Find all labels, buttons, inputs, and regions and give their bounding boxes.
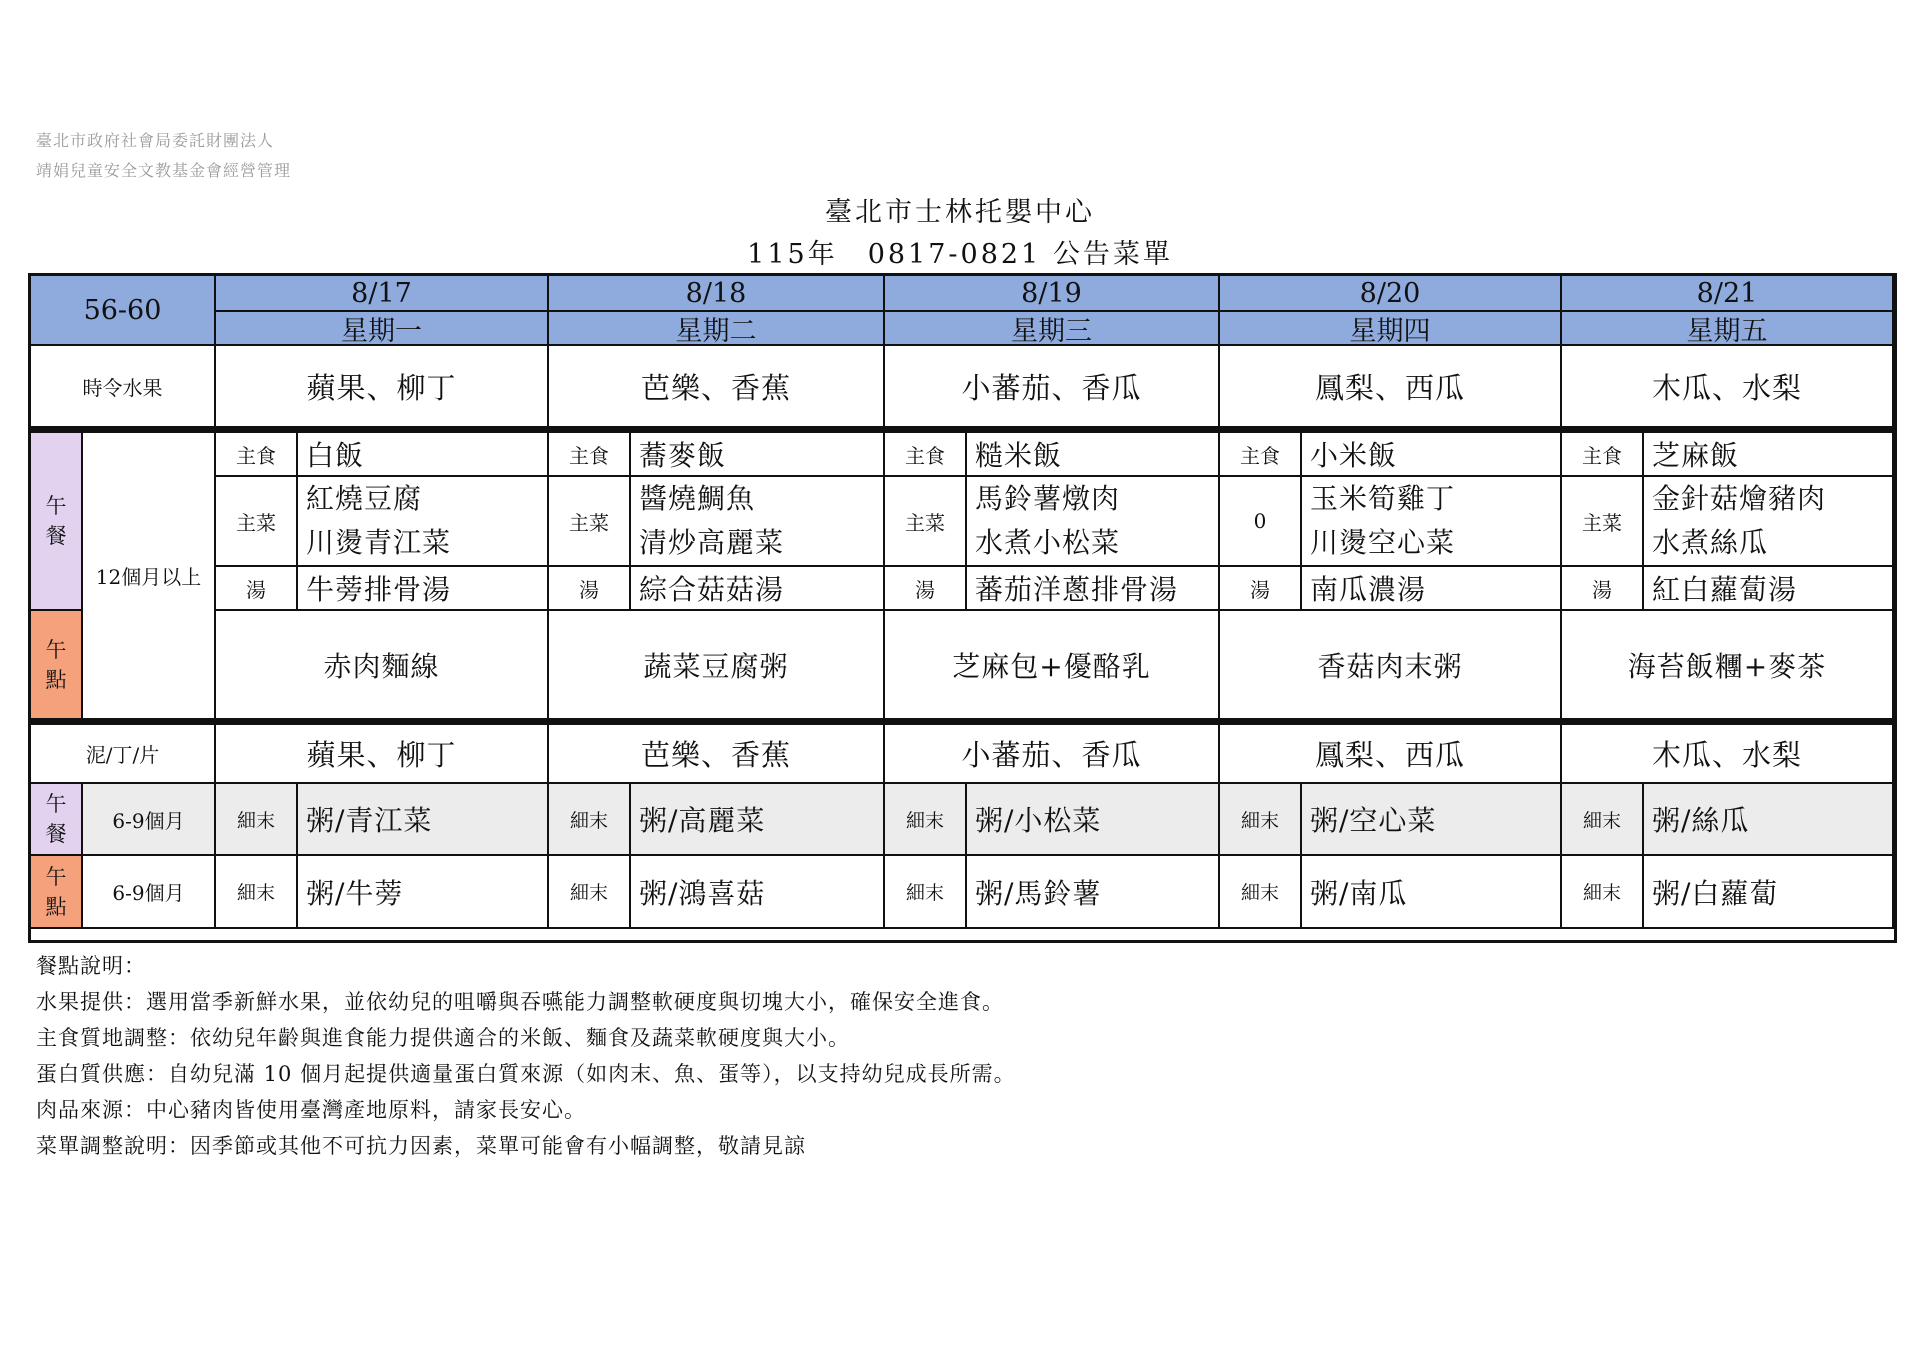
- row-label-infant-lunch-char-1: 午: [45, 792, 67, 816]
- row-label-texture: 泥/丁/片: [31, 725, 216, 784]
- main-dish-item: 玉米筍雞丁: [1310, 482, 1456, 515]
- texture-fruit: 芭樂、香蕉: [549, 725, 885, 784]
- main-dish-item: 金針菇燴豬肉: [1652, 482, 1827, 515]
- day-weekday: 星期一: [216, 312, 549, 346]
- staple-dish: 小米飯: [1302, 433, 1562, 477]
- seasonal-fruit: 芭樂、香蕉: [549, 346, 885, 428]
- soup-label: 湯: [1220, 567, 1302, 611]
- main-dishes: [298, 477, 549, 567]
- main-dish-label: 0: [1220, 477, 1302, 567]
- infant-lunch-label: 細末: [216, 784, 298, 856]
- note-line: 主食質地調整：依幼兒年齡與進食能力提供適合的米飯、麵食及蔬菜軟硬度與大小。: [36, 1026, 850, 1050]
- row-label-infant-lunch-age: 6-9個月: [83, 784, 216, 856]
- row-label-age-toddler: 12個月以上: [83, 433, 216, 720]
- menu-table: [28, 273, 1897, 943]
- notes-heading: 餐點說明：: [36, 954, 146, 978]
- soup-dish: 牛蒡排骨湯: [298, 567, 549, 611]
- soup-dish: 蕃茄洋蔥排骨湯: [967, 567, 1220, 611]
- texture-fruit: 蘋果、柳丁: [216, 725, 549, 784]
- organization-line-1: 臺北市政府社會局委託財團法人: [36, 131, 275, 150]
- row-label-lunch-char-2: 餐: [45, 524, 67, 548]
- seasonal-fruit: 蘋果、柳丁: [216, 346, 549, 428]
- texture-fruit: 鳳梨、西瓜: [1220, 725, 1562, 784]
- infant-lunch-dish: 粥/青江菜: [298, 784, 549, 856]
- soup-label: 湯: [549, 567, 631, 611]
- row-label-infant-lunch: [31, 784, 83, 856]
- infant-lunch-dish: 粥/高麗菜: [631, 784, 885, 856]
- infant-lunch-label: 細末: [885, 784, 967, 856]
- infant-lunch-dish: 粥/絲瓜: [1644, 784, 1894, 856]
- menu-title: 臺北市士林托嬰中心: [825, 197, 1095, 228]
- row-label-infant-lunch-char-2: 餐: [45, 822, 67, 846]
- meal-notes: [36, 948, 1016, 1164]
- soup-dish: 綜合菇菇湯: [631, 567, 885, 611]
- day-weekday: 星期四: [1220, 312, 1562, 346]
- row-label-infant-snack-age: 6-9個月: [83, 856, 216, 929]
- soup-label: 湯: [885, 567, 967, 611]
- staple-label: 主食: [1562, 433, 1644, 477]
- staple-dish: 蕎麥飯: [631, 433, 885, 477]
- infant-snack-label: 細末: [1220, 856, 1302, 929]
- day-date: 8/17: [216, 276, 549, 312]
- afternoon-snack: 香菇肉末粥: [1220, 611, 1562, 720]
- staple-dish: 白飯: [298, 433, 549, 477]
- row-label-infant-snack-char-2: 點: [45, 894, 67, 919]
- seasonal-fruit: 鳳梨、西瓜: [1220, 346, 1562, 428]
- infant-snack-dish: 粥/馬鈴薯: [967, 856, 1220, 929]
- main-dish-label: 主菜: [1562, 477, 1644, 567]
- staple-dish: 糙米飯: [967, 433, 1220, 477]
- staple-label: 主食: [549, 433, 631, 477]
- main-dish-item: 川燙青江菜: [306, 526, 452, 559]
- day-weekday: 星期三: [885, 312, 1220, 346]
- section-divider: [31, 426, 1894, 433]
- main-dishes: [1302, 477, 1562, 567]
- seasonal-fruit: 小蕃茄、香瓜: [885, 346, 1220, 428]
- main-dish-label: 主菜: [885, 477, 967, 567]
- note-line: 蛋白質供應：自幼兒滿 10 個月起提供適量蛋白質來源（如肉末、魚、蛋等），以支持幼兒成長所需。: [36, 1062, 1016, 1086]
- main-dish-item: 水煮絲瓜: [1652, 526, 1769, 559]
- staple-label: 主食: [216, 433, 298, 477]
- day-date: 8/20: [1220, 276, 1562, 312]
- texture-fruit: 木瓜、水梨: [1562, 725, 1894, 784]
- infant-lunch-dish: 粥/空心菜: [1302, 784, 1562, 856]
- main-dish-item: 馬鈴薯燉肉: [975, 482, 1121, 515]
- note-line: 水果提供：選用當季新鮮水果，並依幼兒的咀嚼與吞嚥能力調整軟硬度與切塊大小，確保安全進食。: [36, 990, 1004, 1014]
- infant-snack-label: 細末: [216, 856, 298, 929]
- staple-label: 主食: [885, 433, 967, 477]
- staple-dish: 芝麻飯: [1644, 433, 1894, 477]
- main-dishes: [1644, 477, 1894, 567]
- section-divider: [31, 718, 1894, 725]
- infant-snack-dish: 粥/南瓜: [1302, 856, 1562, 929]
- infant-snack-label: 細末: [885, 856, 967, 929]
- day-date: 8/18: [549, 276, 885, 312]
- day-weekday: 星期五: [1562, 312, 1894, 346]
- infant-snack-dish: 粥/鴻喜菇: [631, 856, 885, 929]
- afternoon-snack: 海苔飯糰+麥茶: [1562, 611, 1894, 720]
- infant-snack-dish: 粥/牛蒡: [298, 856, 549, 929]
- row-label-snack: [31, 611, 83, 720]
- infant-lunch-label: 細末: [1220, 784, 1302, 856]
- infant-lunch-dish: 粥/小松菜: [967, 784, 1220, 856]
- row-label-lunch: [31, 433, 83, 611]
- infant-snack-label: 細末: [1562, 856, 1644, 929]
- main-dishes: [967, 477, 1220, 567]
- soup-label: 湯: [1562, 567, 1644, 611]
- row-label-infant-snack-char-1: 午: [45, 864, 67, 889]
- note-line: 肉品來源：中心豬肉皆使用臺灣產地原料，請家長安心。: [36, 1098, 586, 1122]
- infant-lunch-label: 細末: [1562, 784, 1644, 856]
- row-label-infant-snack: [31, 856, 83, 929]
- main-dish-item: 紅燒豆腐: [306, 482, 423, 515]
- afternoon-snack: 赤肉麵線: [216, 611, 549, 720]
- organization-line-2: 靖娟兒童安全文教基金會經營管理: [36, 161, 292, 180]
- soup-label: 湯: [216, 567, 298, 611]
- day-date: 8/19: [885, 276, 1220, 312]
- age-range-header: 56-60: [31, 276, 216, 346]
- main-dish-item: 清炒高麗菜: [639, 526, 785, 559]
- row-label-snack-char-1: 午: [45, 637, 67, 662]
- main-dish-item: 醬燒鯛魚: [639, 482, 756, 515]
- main-dish-item: 川燙空心菜: [1310, 526, 1456, 559]
- seasonal-fruit: 木瓜、水梨: [1562, 346, 1894, 428]
- infant-snack-label: 細末: [549, 856, 631, 929]
- main-dish-label: 主菜: [216, 477, 298, 567]
- row-label-snack-char-2: 點: [45, 667, 67, 692]
- day-date: 8/21: [1562, 276, 1894, 312]
- menu-subtitle: 115年 0817-0821 公告菜單: [747, 239, 1173, 270]
- main-dish-label: 主菜: [549, 477, 631, 567]
- row-label-lunch-char-1: 午: [45, 494, 67, 518]
- infant-snack-dish: 粥/白蘿蔔: [1644, 856, 1894, 929]
- infant-lunch-label: 細末: [549, 784, 631, 856]
- afternoon-snack: 蔬菜豆腐粥: [549, 611, 885, 720]
- afternoon-snack: 芝麻包+優酪乳: [885, 611, 1220, 720]
- staple-label: 主食: [1220, 433, 1302, 477]
- soup-dish: 南瓜濃湯: [1302, 567, 1562, 611]
- soup-dish: 紅白蘿蔔湯: [1644, 567, 1894, 611]
- main-dish-item: 水煮小松菜: [975, 526, 1121, 559]
- note-line: 菜單調整說明：因季節或其他不可抗力因素，菜單可能會有小幅調整，敬請見諒: [36, 1134, 806, 1158]
- texture-fruit: 小蕃茄、香瓜: [885, 725, 1220, 784]
- main-dishes: [631, 477, 885, 567]
- row-label-fruit: 時令水果: [31, 346, 216, 428]
- day-weekday: 星期二: [549, 312, 885, 346]
